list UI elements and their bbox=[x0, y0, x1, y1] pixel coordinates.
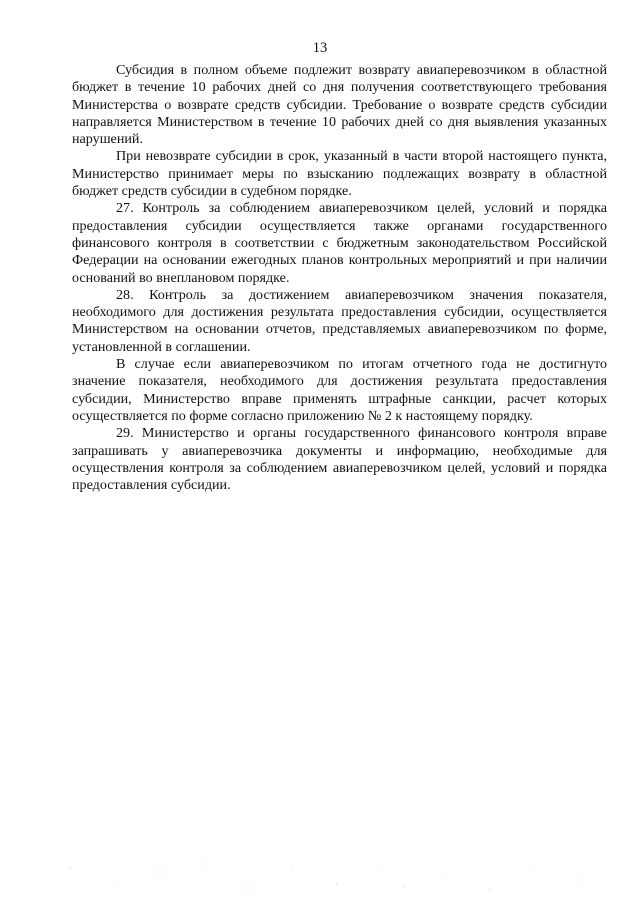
paragraph-29-requests: 29. Министерство и органы государственного финансового контроля вправе запрашивать у авиаперевозчика документы и информацию, необходимые для осуществления контроля за соблюдением авиаперевозчиком целей, условий и порядка предоставления субсидии. bbox=[72, 425, 607, 494]
paragraph-27-control: 27. Контроль за соблюдением авиаперевозчиком целей, условий и порядка предоставления субсидии осуществляется также органами государственного финансового контроля в соответствии с бюджетным законодательством Российской Федерации на основании ежегодных планов контрольных мероприятий и при наличии оснований во внеплановом порядке. bbox=[72, 200, 607, 286]
paragraph-28-indicator-control: 28. Контроль за достижением авиаперевозчиком значения показателя, необходимого для достижения результата предоставления субсидии, осуществляется Министерством на основании отчетов, представляемых авиаперевозчиком по форме, установленной в соглашении. bbox=[72, 286, 607, 355]
paragraph-penalties: В случае если авиаперевозчиком по итогам отчетного года не достигнуто значение показателя, необходимого для достижения результата предоставления субсидии, Министерство вправе применять штрафные санкции, расчет которых осуществляется по форме согласно приложению № 2 к настоящему порядку. bbox=[72, 356, 607, 424]
page-number: 13 bbox=[312, 40, 328, 56]
paragraph-non-return: При невозврате субсидии в срок, указанный в части второй настоящего пункта, Министерство принимает меры по взысканию подлежащих возврату в областной бюджет средств субсидии в судебном порядке. bbox=[72, 148, 607, 200]
paragraph-subsidy-return: Субсидия в полном объеме подлежит возврату авиаперевозчиком в областной бюджет в течение 10 рабочих дней со дня получения соответствующего требования Министерства о возврате средств субсидии. Требование о возврате средств субсидии направляется Министерством в течение 10 рабочих дней со дня выявления указанных нарушений. bbox=[72, 62, 607, 148]
